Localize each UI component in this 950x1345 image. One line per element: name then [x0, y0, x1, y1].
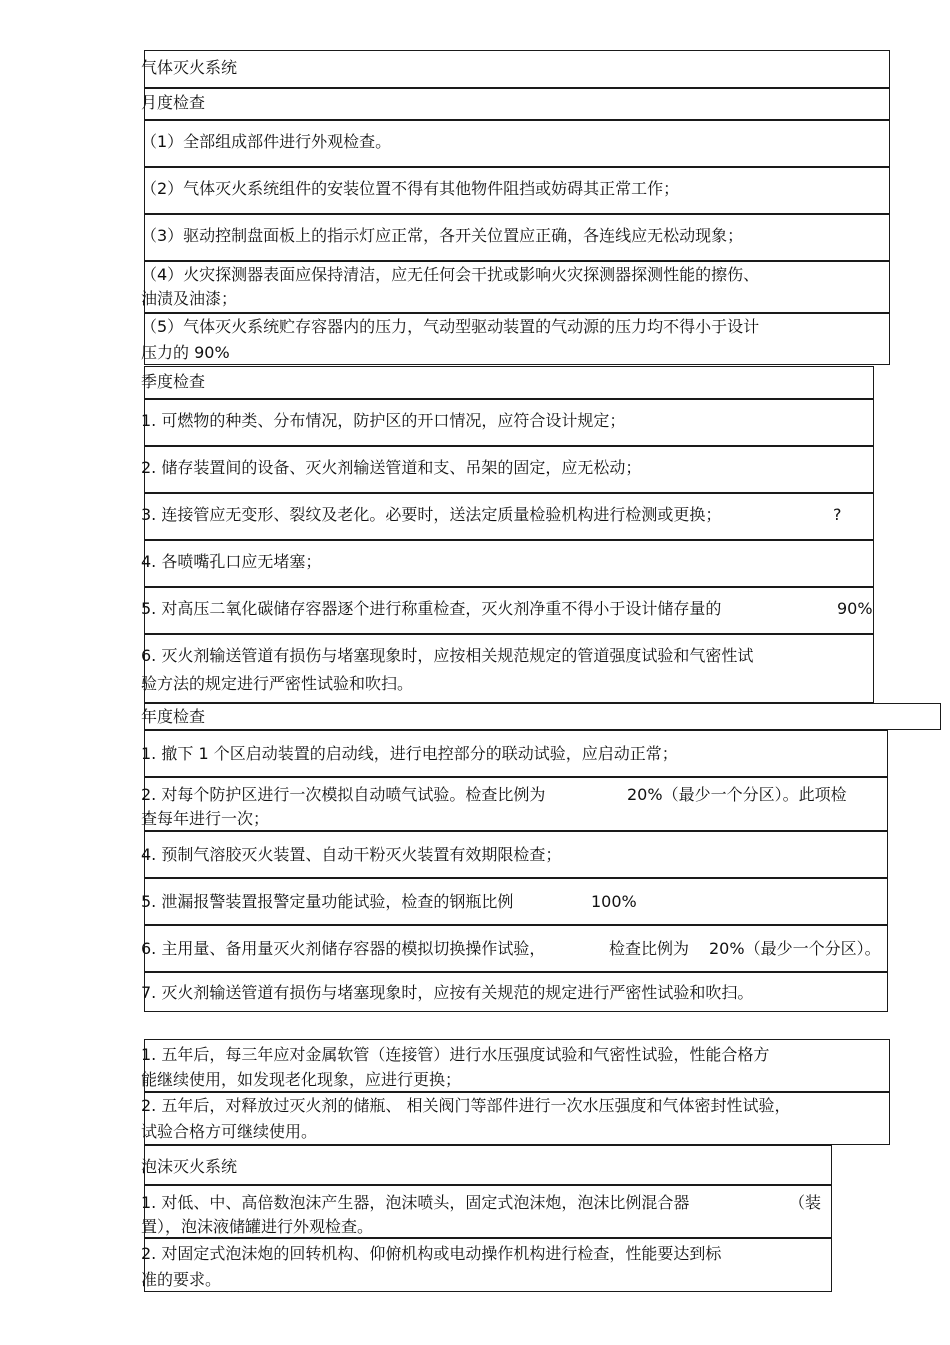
monthly-heading: 月度检查	[141, 93, 206, 112]
annual-item-5-text: 5. 泄漏报警装置报警定量功能试验，检查的钢瓶比例	[141, 892, 514, 911]
quarterly-item-4-text: 4. 各喷嘴孔口应无堵塞；	[141, 552, 322, 571]
annual-item-7	[141, 972, 888, 1012]
monthly-item-5	[141, 313, 890, 365]
foam-item-2-line-2: 准的要求。	[141, 1270, 222, 1289]
annual-item-2-suffix: 20%（最少一个分区）。此项检	[627, 785, 847, 804]
annual-item-4-text: 4. 预制气溶胶灭火装置、自动干粉灭火装置有效期限检查；	[141, 845, 562, 864]
monthly-item-1	[141, 120, 890, 167]
annual-heading: 年度检查	[141, 707, 206, 726]
foam-item-1	[141, 1185, 832, 1238]
quarterly-item-5	[141, 587, 874, 634]
annual-heading-row	[141, 703, 941, 730]
monthly-item-2	[141, 167, 890, 214]
annual-item-6	[141, 925, 888, 972]
annual-item-6-text: 6. 主用量、备用量灭火剂储存容器的模拟切换操作试验，	[141, 939, 546, 958]
multi-year-item-1-line-2: 能继续使用，如发现老化现象，应进行更换；	[141, 1070, 462, 1089]
foam-item-1-line-1: 1. 对低、中、高倍数泡沫产生器，泡沫喷头，固定式泡沫炮，泡沫比例混合器	[141, 1193, 690, 1212]
monthly-item-4	[141, 261, 890, 313]
monthly-item-5-line-2: 压力的 90%	[141, 343, 230, 362]
quarterly-item-3-text: 3. 连接管应无变形、裂纹及老化。必要时，送法定质量检验机构进行检测或更换；	[141, 505, 722, 524]
quarterly-item-2	[141, 446, 874, 493]
quarterly-item-1-text: 1. 可燃物的种类、分布情况，防护区的开口情况，应符合设计规定；	[141, 411, 626, 430]
quarterly-item-6-line-1: 6. 灭火剂输送管道有损伤与堵塞现象时，应按相关规范规定的管道强度试验和气密性试	[141, 646, 754, 665]
quarterly-item-5-text: 5. 对高压二氧化碳储存容器逐个进行称重检查，灭火剂净重不得小于设计储存量的	[141, 599, 722, 618]
annual-item-4	[141, 831, 888, 878]
monthly-item-3-text: （3）驱动控制盘面板上的指示灯应正常，各开关位置应正确，各连线应无松动现象；	[141, 226, 744, 245]
foam-item-1-suffix: （装	[789, 1193, 822, 1212]
annual-item-2	[141, 777, 888, 831]
quarterly-item-2-text: 2. 储存装置间的设备、灭火剂输送管道和支、吊架的固定，应无松动；	[141, 458, 642, 477]
annual-item-1	[141, 730, 888, 777]
foam-item-2-line-1: 2. 对固定式泡沫炮的回转机构、仰俯机构或电动操作机构进行检查，性能要达到标	[141, 1244, 722, 1263]
quarterly-item-5-suffix: 90%	[837, 599, 873, 618]
foam-item-2	[141, 1238, 832, 1292]
gas-system-title: 气体灭火系统	[141, 58, 238, 77]
multi-year-item-2-line-2: 试验合格方可继续使用。	[141, 1122, 318, 1141]
quarterly-item-6-line-2: 验方法的规定进行严密性试验和吹扫。	[141, 674, 414, 693]
quarterly-item-3	[141, 493, 874, 540]
annual-item-2-line-2: 查每年进行一次；	[141, 809, 270, 828]
gas-system-title-row	[141, 50, 890, 88]
monthly-item-2-text: （2）气体灭火系统组件的安装位置不得有其他物件阻挡或妨碍其正常工作；	[141, 179, 680, 198]
foam-item-1-line-2: 置），泡沫液储罐进行外观检查。	[141, 1217, 374, 1236]
annual-item-6-suffix: 20%（最少一个分区）。	[709, 939, 881, 958]
multi-year-item-1	[141, 1039, 890, 1092]
monthly-item-1-text: （1）全部组成部件进行外观检查。	[141, 132, 392, 151]
foam-system-title: 泡沫灭火系统	[141, 1157, 238, 1176]
quarterly-item-1	[141, 399, 874, 446]
quarterly-heading-row	[141, 366, 874, 399]
quarterly-item-4	[141, 540, 874, 587]
annual-item-5-suffix: 100%	[591, 892, 637, 911]
monthly-heading-row	[141, 88, 890, 120]
monthly-item-3	[141, 214, 890, 261]
multi-year-item-2-line-1: 2. 五年后，对释放过灭火剂的储瓶、 相关阀门等部件进行一次水压强度和气体密封性试验，	[141, 1096, 791, 1115]
annual-item-7-text: 7. 灭火剂输送管道有损伤与堵塞现象时，应按有关规范的规定进行严密性试验和吹扫。	[141, 983, 754, 1002]
annual-item-5	[141, 878, 888, 925]
quarterly-heading: 季度检查	[141, 372, 206, 391]
monthly-item-4-line-2: 油渍及油漆；	[141, 289, 238, 308]
annual-item-1-text: 1. 撤下 1 个区启动装置的启动线，进行电控部分的联动试验，应启动正常；	[141, 744, 678, 763]
monthly-item-5-line-1: （5）气体灭火系统贮存容器内的压力，气动型驱动装置的气动源的压力均不得小于设计	[141, 317, 760, 336]
annual-item-2-line-1: 2. 对每个防护区进行一次模拟自动喷气试验。检查比例为	[141, 785, 546, 804]
quarterly-item-3-suffix: ?	[833, 505, 842, 524]
quarterly-item-6	[141, 634, 874, 703]
multi-year-item-1-line-1: 1. 五年后，每三年应对金属软管（连接管）进行水压强度试验和气密性试验，性能合格方	[141, 1045, 770, 1064]
multi-year-item-2	[141, 1092, 890, 1145]
foam-system-title-row	[141, 1145, 832, 1185]
annual-item-6-mid: 检查比例为	[609, 939, 690, 958]
monthly-item-4-line-1: （4）火灾探测器表面应保持清洁，应无任何会干扰或影响火灾探测器探测性能的擦伤、	[141, 265, 760, 284]
